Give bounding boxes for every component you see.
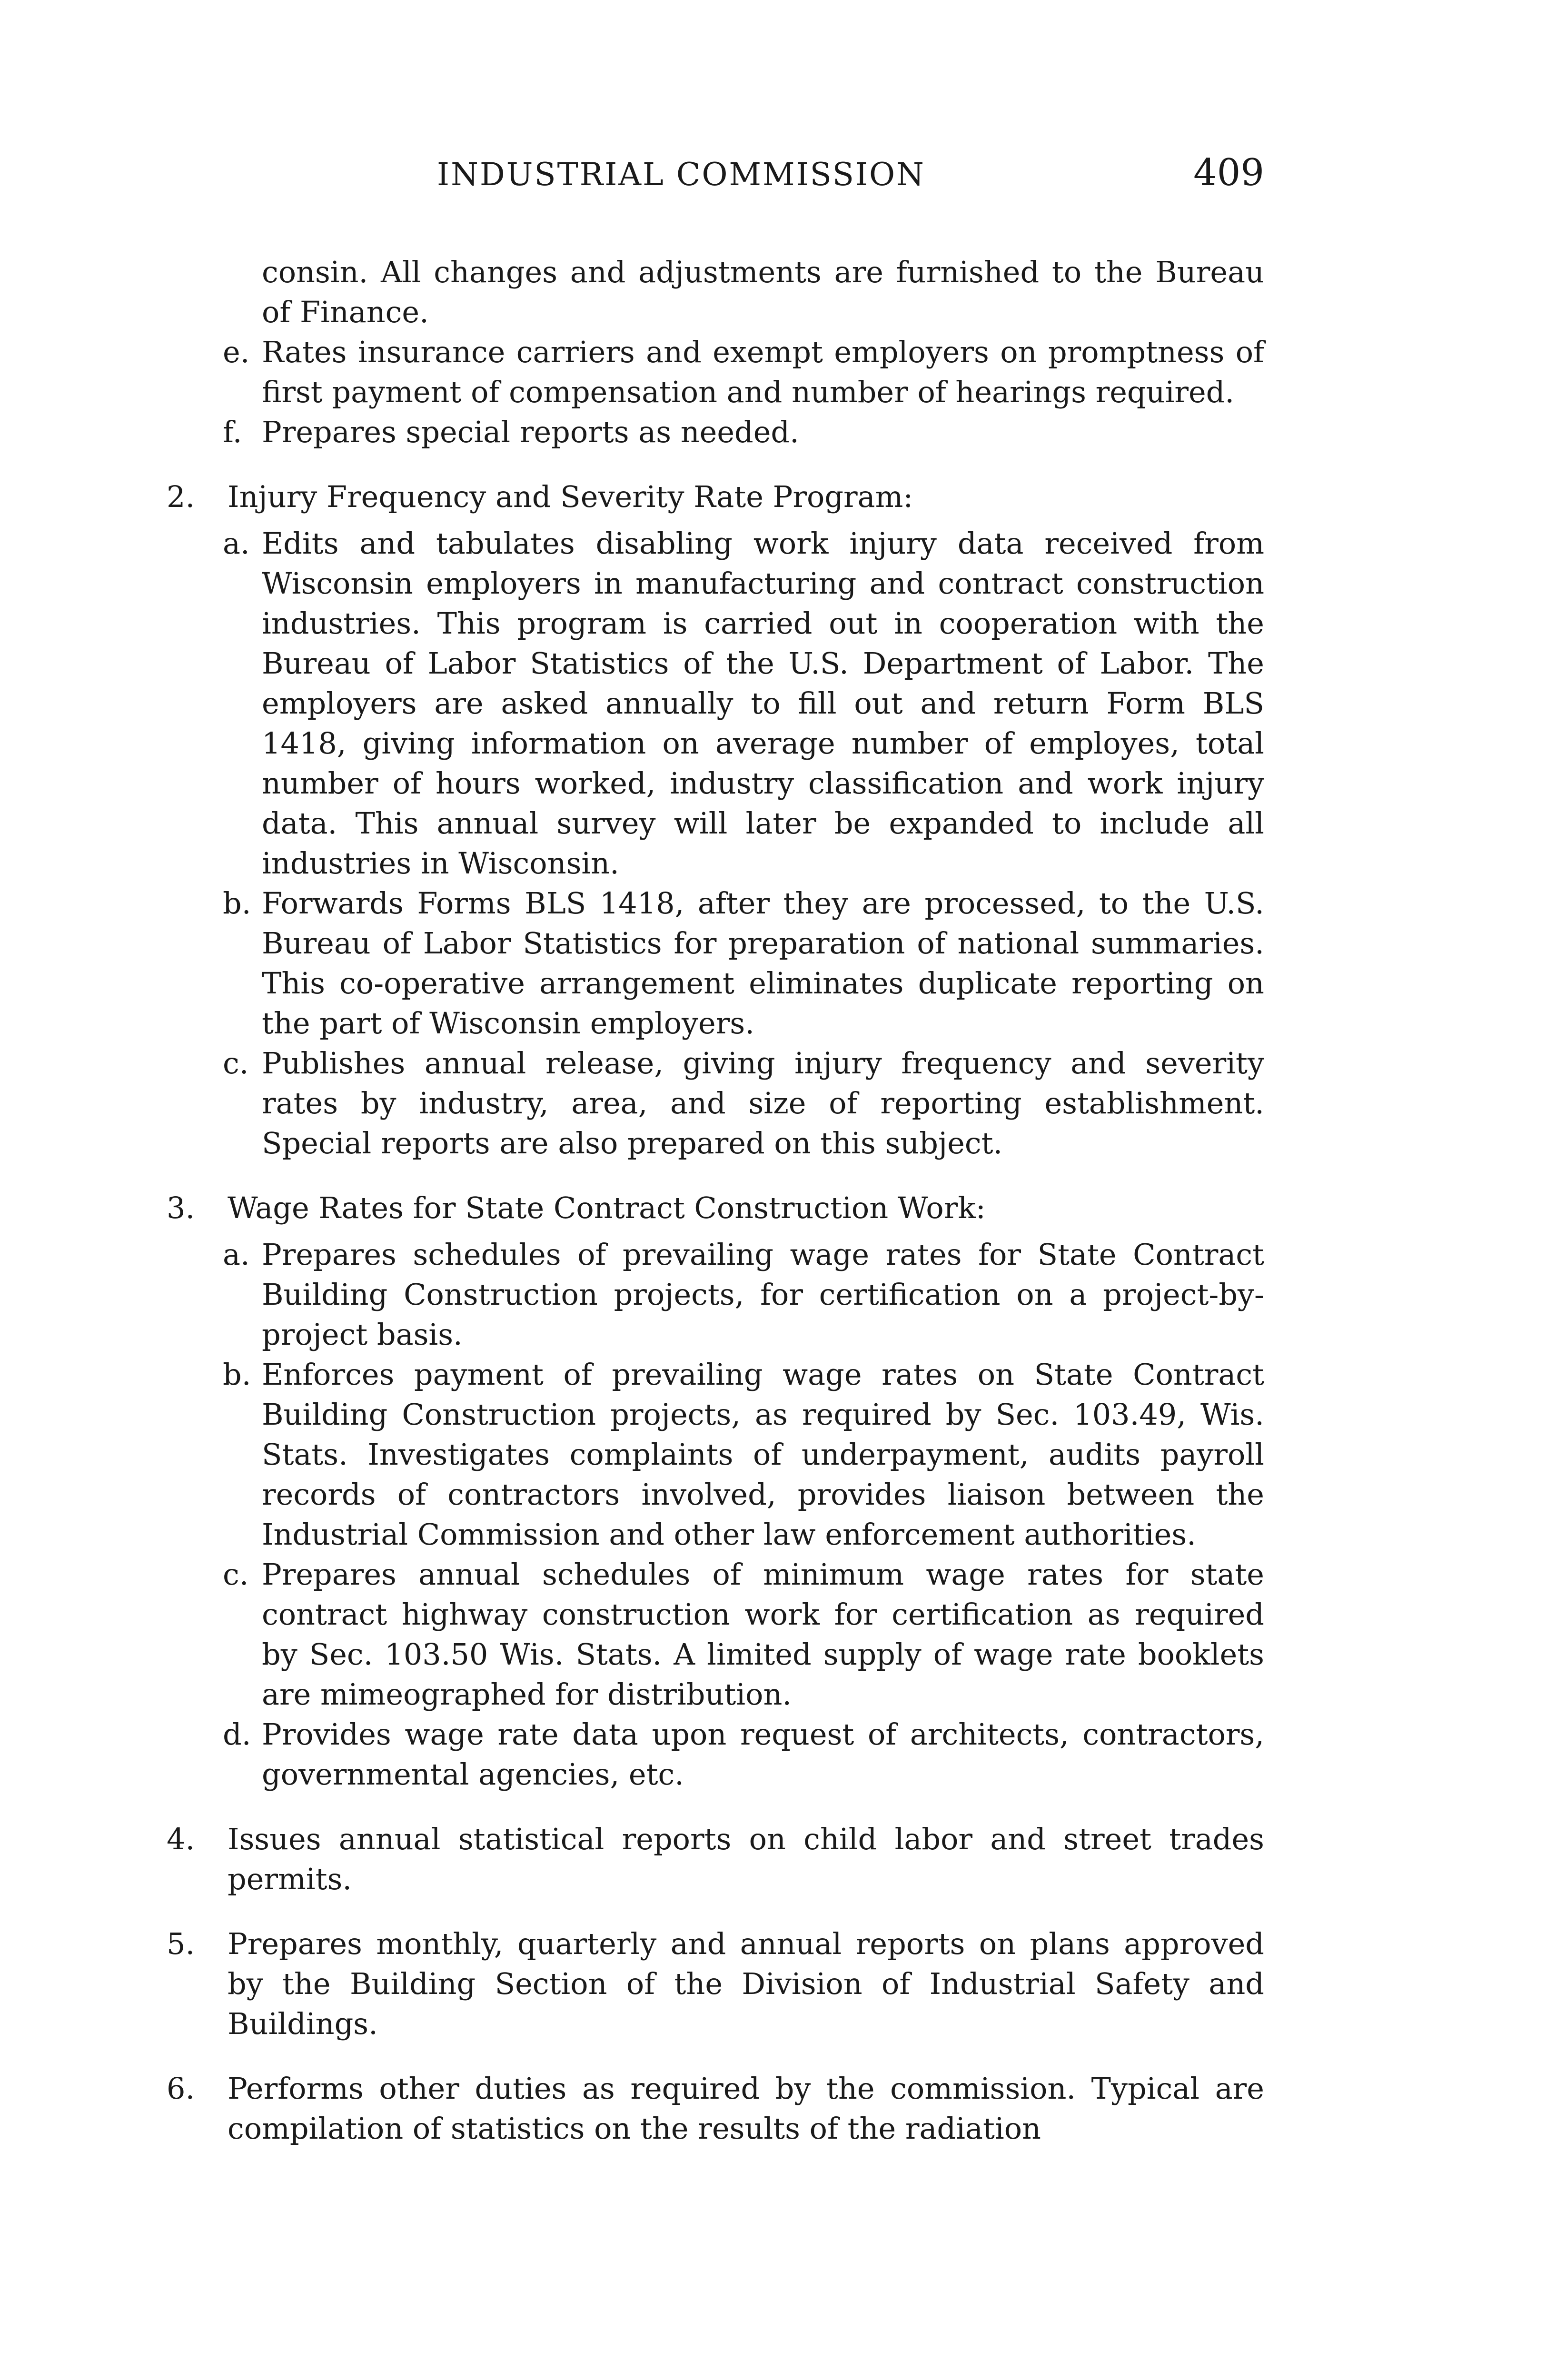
list-item-3c <box>167 1555 1264 1715</box>
list-item-text: Edits and tabulates disabling work injury data received from Wisconsin employers in manufacturing and contract construction industries. This program is carried out in cooperation with the Bureau of Labor Statistics of the U.S. Department of Labor. The employers are asked annually to fill out and return Form BLS 1418, giving information on average number of employes, total number of hours worked, industry classification and work injury data. This annual survey will later be expanded to include all industries in Wisconsin. <box>262 526 1264 881</box>
list-marker: c. <box>223 1557 249 1592</box>
list-item-text: Prepares schedules of prevailing wage rates for State Contract Building Construction projects, for certification on a project-by-project basis. <box>262 1237 1264 1352</box>
list-item-3b <box>167 1355 1264 1555</box>
section-number: 4. <box>167 1822 195 1856</box>
list-marker: f. <box>223 415 242 449</box>
page-number: 409 <box>1193 151 1264 194</box>
list-item-2c <box>167 1043 1264 1163</box>
section-number: 5. <box>167 1926 195 1961</box>
list-marker: e. <box>223 335 250 369</box>
list-marker: b. <box>223 1357 251 1392</box>
list-item-text: Publishes annual release, giving injury frequency and severity rates by industry, area, and size of reporting establishment. Special reports are also prepared on this subject. <box>262 1046 1264 1160</box>
section-title: Wage Rates for State Contract Construction Work: <box>228 1190 986 1225</box>
list-item-text: Rates insurance carriers and exempt employers on promptness of first payment of compensation and number of hearings required. <box>262 335 1264 409</box>
list-marker: c. <box>223 1046 249 1081</box>
section-title: Injury Frequency and Severity Rate Program: <box>228 479 913 514</box>
page-header <box>261 151 1264 204</box>
list-item-3d <box>167 1715 1264 1795</box>
section-text: Performs other duties as required by the commission. Typical are compilation of statistics on the results of the radiation <box>228 2071 1264 2146</box>
section-2-heading <box>167 477 1264 517</box>
running-head: INDUSTRIAL COMMISSION <box>437 156 925 193</box>
list-item-text: Forwards Forms BLS 1418, after they are processed, to the U.S. Bureau of Labor Statistics for preparation of national summaries. This co-operative arrangement eliminates duplicate reporting on the part of Wisconsin employers. <box>262 886 1264 1041</box>
section-3-heading <box>167 1188 1264 1228</box>
list-item-text: Prepares annual schedules of minimum wage rates for state contract highway construction work for certification as required by Sec. 103.50 Wis. Stats. A limited supply of wage rate booklets are mimeographed for distribution. <box>262 1557 1264 1712</box>
section-number: 6. <box>167 2071 195 2106</box>
section-6 <box>167 2069 1264 2149</box>
section-text: Issues annual statistical reports on child labor and street trades permits. <box>228 1822 1264 1896</box>
list-item-text: Provides wage rate data upon request of architects, contractors, governmental agencies, etc. <box>262 1717 1264 1792</box>
list-marker: a. <box>223 1237 250 1272</box>
list-item-text: Enforces payment of prevailing wage rates on State Contract Building Construction projects, as required by Sec. 103.49, Wis. Stats. Investigates complaints of underpayment, audits payroll records of contractors involved, provides liaison between the Industrial Commission and other law enforcement authorities. <box>262 1357 1264 1552</box>
section-4 <box>167 1819 1264 1899</box>
section-number: 3. <box>167 1190 195 1225</box>
continued-paragraph: consin. All changes and adjustments are furnished to the Bureau of Finance. <box>262 255 1264 329</box>
list-marker: d. <box>223 1717 251 1752</box>
list-marker: a. <box>223 526 250 561</box>
section-5 <box>167 1924 1264 2044</box>
list-item-text: Prepares special reports as needed. <box>262 415 799 449</box>
list-item-1e <box>167 332 1264 412</box>
body-text <box>167 252 1264 2149</box>
list-item-3a <box>167 1235 1264 1355</box>
list-item-2b <box>167 883 1264 1043</box>
section-number: 2. <box>167 479 195 514</box>
list-item-1f <box>167 412 1264 452</box>
section-text: Prepares monthly, quarterly and annual reports on plans approved by the Building Section of the Division of Industrial Safety and Buildings. <box>228 1926 1264 2041</box>
list-marker: b. <box>223 886 251 921</box>
list-item-2a <box>167 524 1264 883</box>
